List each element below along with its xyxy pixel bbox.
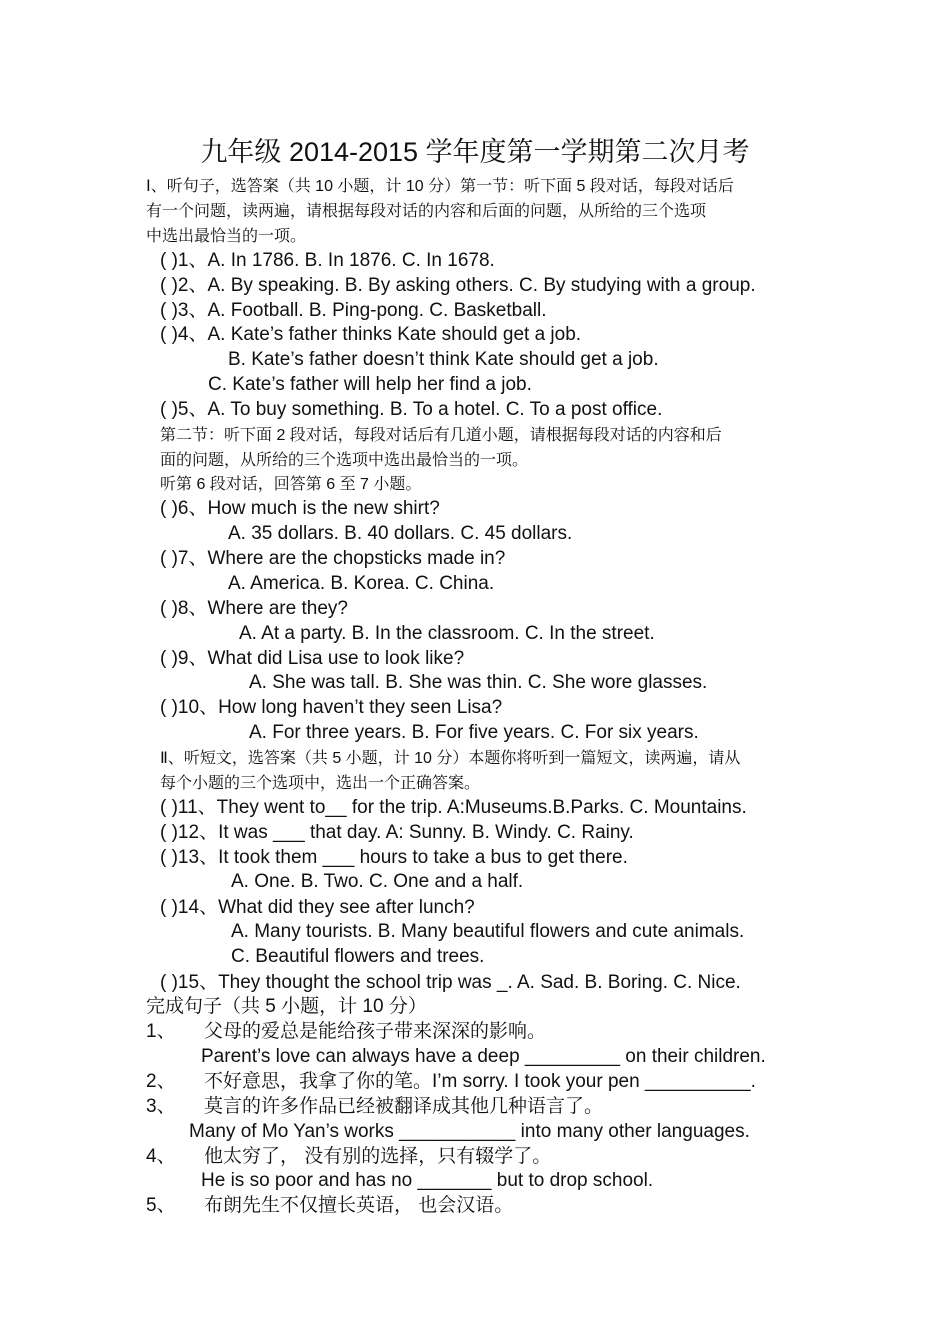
- sentence-5-chinese: [146, 1194, 513, 1218]
- sentence-1-english: Parent’s love can always have a deep _________ on their children.: [201, 1046, 766, 1067]
- question-14: ( )14、What did they see after lunch?: [160, 897, 475, 918]
- chinese-prompt: 布朗先生不仅擅长英语， 也会汉语。: [204, 1195, 514, 1216]
- question-13-options: A. One. B. Two. C. One and a half.: [231, 871, 524, 892]
- sentence-3-chinese: [146, 1095, 603, 1119]
- sentence-4-chinese: [146, 1145, 551, 1169]
- question-4-option-c: C. Kate’s father will help her find a job.: [208, 374, 532, 395]
- question-10: ( )10、How long haven’t they seen Lisa?: [160, 697, 503, 718]
- question-7-options: A. America. B. Korea. C. China.: [228, 573, 495, 594]
- question-12: ( )12、It was ___ that day. A: Sunny. B. Windy. C. Rainy.: [160, 822, 634, 843]
- question-8: ( )8、Where are they?: [160, 598, 348, 619]
- question-14-options-line2: C. Beautiful flowers and trees.: [231, 946, 485, 967]
- question-8-options: A. At a party. B. In the classroom. C. In the street.: [239, 623, 655, 644]
- section1-intro-line1: Ⅰ、听句子，选答案（共 10 小题，计 10 分）第一节：听下面 5 段对话，每段对话后: [146, 178, 734, 195]
- question-14-options-line1: A. Many tourists. B. Many beautiful flowers and cute animals.: [231, 921, 745, 942]
- question-15: ( )15、They thought the school trip was _. A. Sad. B. Boring. C. Nice.: [160, 972, 741, 993]
- item-number: 5、: [146, 1195, 176, 1216]
- chinese-prompt: 莫言的许多作品已经被翻译成其他几种语言了。: [204, 1096, 604, 1117]
- question-4-option-b: B. Kate’s father doesn’t think Kate should get a job.: [228, 349, 659, 370]
- item-number: 2、: [146, 1071, 176, 1092]
- question-11: ( )11、They went to__ for the trip. A:Museums.B.Parks. C. Mountains.: [160, 797, 747, 818]
- sentence-3-english: Many of Mo Yan’s works ___________ into many other languages.: [189, 1121, 750, 1142]
- chinese-prompt: 他太穷了， 没有别的选择，只有辍学了。: [204, 1146, 552, 1167]
- question-6-options: A. 35 dollars. B. 40 dollars. C. 45 dollars.: [228, 523, 573, 544]
- exam-title: 九年级 2014-2015 学年度第一学期第二次月考: [200, 137, 750, 167]
- item-number: 3、: [146, 1096, 176, 1117]
- question-5: ( )5、A. To buy something. B. To a hotel. C. To a post office.: [160, 399, 663, 420]
- question-4: ( )4、A. Kate’s father thinks Kate should get a job.: [160, 324, 582, 345]
- chinese-prompt: 父母的爱总是能给孩子带来深深的影响。: [204, 1021, 547, 1042]
- section3-heading: 完成句子（共 5 小题，计 10 分）: [146, 996, 427, 1017]
- item-number: 4、: [146, 1146, 176, 1167]
- question-1: ( )1、A. In 1786. B. In 1876. C. In 1678.: [160, 250, 495, 271]
- section2-intro-line1: Ⅱ、听短文，选答案（共 5 小题，计 10 分）本题你将听到一篇短文，读两遍，请从: [160, 750, 741, 767]
- question-2: ( )2、A. By speaking. B. By asking others. C. By studying with a group.: [160, 275, 756, 296]
- question-9-options: A. She was tall. B. She was thin. C. She wore glasses.: [249, 672, 708, 693]
- question-3: ( )3、A. Football. B. Ping-pong. C. Basketball.: [160, 300, 547, 321]
- question-7: ( )7、Where are the chopsticks made in?: [160, 548, 506, 569]
- sentence-1-chinese: [146, 1020, 546, 1044]
- section1-intro-line2: 有一个问题，读两遍，请根据每段对话的内容和后面的问题，从所给的三个选项: [146, 203, 707, 220]
- part2-intro-line1: 第二节：听下面 2 段对话，每段对话后有几道小题，请根据每段对话的内容和后: [160, 427, 722, 444]
- sentence-4-english: He is so poor and has no _______ but to drop school.: [201, 1170, 654, 1191]
- question-6: ( )6、How much is the new shirt?: [160, 498, 440, 519]
- question-10-options: A. For three years. B. For five years. C. For six years.: [249, 722, 699, 743]
- section1-intro-line3: 中选出最恰当的一项。: [146, 228, 307, 245]
- question-13: ( )13、It took them ___ hours to take a bus to get there.: [160, 847, 628, 868]
- question-9: ( )9、What did Lisa use to look like?: [160, 648, 465, 669]
- chinese-prompt: 不好意思，我拿了你的笔。I’m sorry. I took your pen __________.: [204, 1071, 756, 1092]
- sentence-2: [146, 1070, 756, 1094]
- section2-intro-line2: 每个小题的三个选项中，选出一个正确答案。: [160, 775, 481, 792]
- item-number: 1、: [146, 1021, 176, 1042]
- part2-intro-line3: 听第 6 段对话，回答第 6 至 7 小题。: [160, 476, 422, 493]
- part2-intro-line2: 面的问题，从所给的三个选项中选出最恰当的一项。: [160, 452, 529, 469]
